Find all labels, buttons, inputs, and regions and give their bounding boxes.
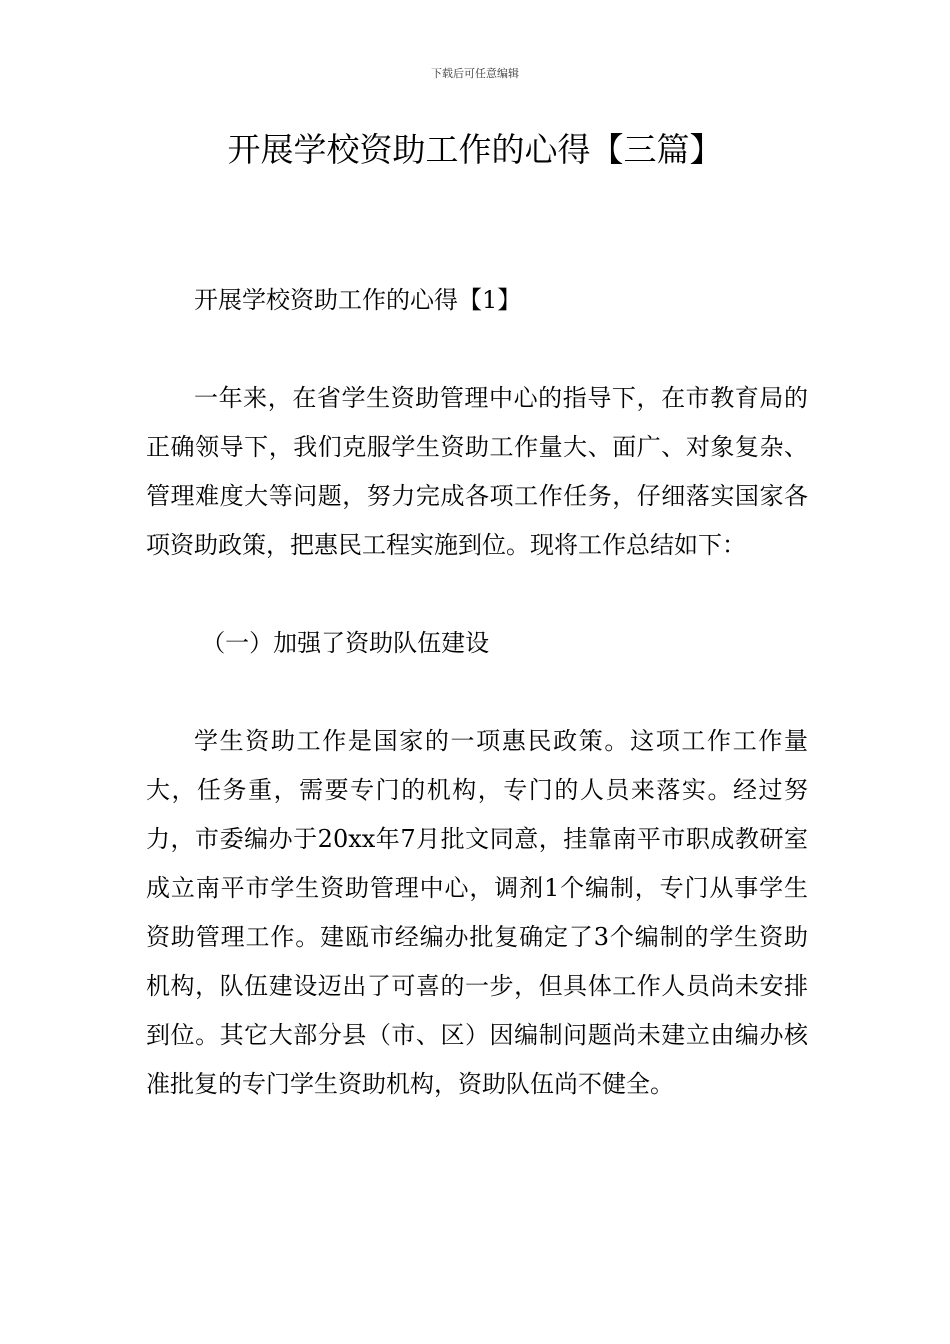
body-paragraph: 学生资助工作是国家的一项惠民政策。这项工作工作量大，任务重，需要专门的机构，专门的人员来落实。经过努力，市委编办于20xx年7月批文同意，挂靠南平市职成教研室成立南平市学生资助管理中心，调剂1个编制，专门从事学生资助管理工作。建瓯市经编办批复确定了3个编制的学生资助机构，队伍建设迈出了可喜的一步，但具体工作人员尚未安排到位。其它大部分县（市、区）因编制问题尚未建立由编办核准批复的专门学生资助机构，资助队伍尚不健全。 [146,727,808,1098]
header-note: 下载后可任意编辑 [431,67,519,80]
section-heading: 开展学校资助工作的心得【1】 [194,286,522,314]
subsection-heading: （一）加强了资助队伍建设 [201,629,490,657]
document-body [146,276,808,1109]
intro-paragraph: 一年来，在省学生资助管理中心的指导下，在市教育局的正确领导下，我们克服学生资助工作量大、面广、对象复杂、管理难度大等问题，努力完成各项工作任务，仔细落实国家各项资助政策，把惠民工程实施到位。现将工作总结如下： [146,384,808,559]
document-title: 开展学校资助工作的心得【三篇】 [227,130,723,169]
